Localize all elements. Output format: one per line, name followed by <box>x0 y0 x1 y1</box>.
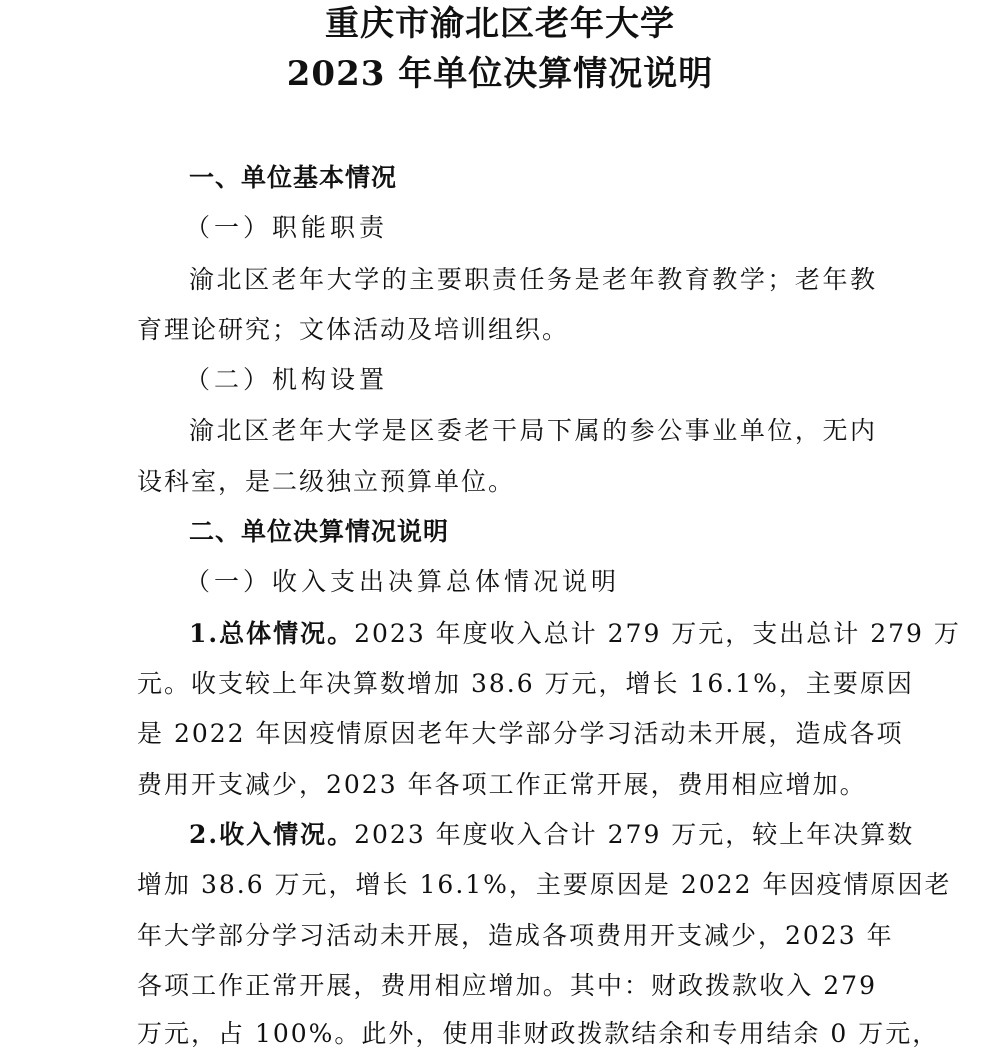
document-title-line-1: 重庆市渝北区老年大学 <box>325 4 675 44</box>
paragraph-lead: 2.收入情况。 <box>189 820 355 849</box>
paragraph-line: 渝北区老年大学是区委老干局下属的参公事业单位，无内 <box>189 416 877 445</box>
paragraph-line <box>189 817 915 853</box>
paragraph-lead: 1.总体情况。 <box>189 619 355 648</box>
section-2-heading: 二、单位决算情况说明 <box>189 517 450 546</box>
paragraph-line: 增加 38.6 万元，增长 16.1%，主要原因是 2022 年因疫情原因老 <box>137 870 952 899</box>
document-title-line-2: 2023 年单位决算情况说明 <box>286 54 714 94</box>
paragraph-text: 2023 年度收入合计 279 万元，较上年决算数 <box>354 820 915 849</box>
paragraph-line <box>189 616 961 652</box>
section-1-heading: 一、单位基本情况 <box>189 163 398 192</box>
paragraph-line: 育理论研究；文体活动及培训组织。 <box>137 315 570 344</box>
section-1-sub-2-heading: （二）机构设置 <box>185 365 389 394</box>
paragraph-line: 年大学部分学习活动未开展，造成各项费用开支减少，2023 年 <box>137 921 894 950</box>
section-1-sub-1-heading: （一）职能职责 <box>185 213 389 242</box>
paragraph-line: 费用开支减少，2023 年各项工作正常开展，费用相应增加。 <box>137 770 867 799</box>
paragraph-line: 渝北区老年大学的主要职责任务是老年教育教学；老年教 <box>189 265 877 294</box>
paragraph-line: 各项工作正常开展，费用相应增加。其中：财政拨款收入 279 <box>137 971 877 1000</box>
paragraph-line: 元。收支较上年决算数增加 38.6 万元，增长 16.1%，主要原因 <box>137 669 914 698</box>
paragraph-line: 是 2022 年因疫情原因老年大学部分学习活动未开展，造成各项 <box>137 719 904 748</box>
paragraph-line: 万元，占 100%。此外，使用非财政拨款结余和专用结余 0 万元， <box>137 1019 940 1048</box>
paragraph-text: 2023 年度收入总计 279 万元，支出总计 279 万 <box>354 619 961 648</box>
paragraph-line: 设科室，是二级独立预算单位。 <box>137 467 516 496</box>
section-2-sub-1-heading: （一）收入支出决算总体情况说明 <box>185 567 621 596</box>
